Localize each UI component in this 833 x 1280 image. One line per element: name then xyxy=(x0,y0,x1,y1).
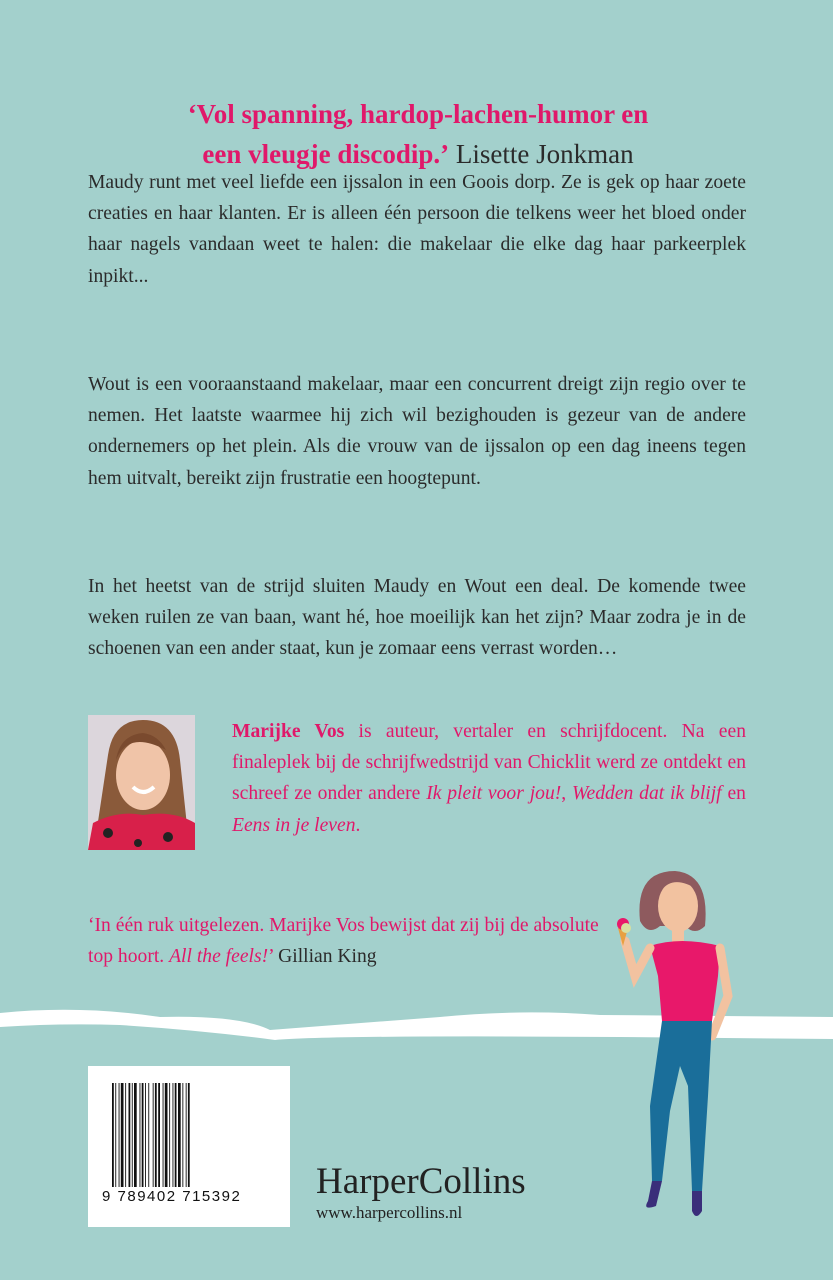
quote-italic: All the feels! xyxy=(169,946,269,968)
author-name: Marijke Vos xyxy=(232,721,345,742)
barcode xyxy=(88,1066,290,1227)
quote-line-2: een vleugje discodip.’ xyxy=(202,139,450,169)
blurb-paragraph-1: Maudy runt met veel liefde een ijssalon in een Goois dorp. Ze is gek op haar zoete creaties en haar klanten. Er is alleen één persoon die telkens weer het bloed onder haar nagels vandaan weet te halen: die makelaar die elke dag haar parkeerplek inpikt... xyxy=(88,172,746,287)
bottom-quote xyxy=(88,910,608,972)
woman-illustration xyxy=(600,866,750,1236)
bio-sep: , xyxy=(561,783,573,805)
book-title-2: Wedden dat ik blijf xyxy=(572,783,722,805)
quote-text: ‘In één ruk uitgelezen. Marijke Vos bewijst dat zij bij de absolute top hoort. xyxy=(88,915,599,968)
isbn-number: 9 789402 715392 xyxy=(102,1188,242,1205)
quote-attribution: Gillian King xyxy=(278,946,377,968)
author-bio xyxy=(232,716,746,841)
bio-sep: en xyxy=(721,783,746,805)
book-title-3: Eens in je leven xyxy=(232,814,356,836)
top-quote xyxy=(88,94,748,174)
bio-text: is auteur, vertaler en schrijfdocent. Na een finaleplek bij de schrijfwedstrijd van Chicklit werd ze ontdekt en schreef ze onder andere xyxy=(232,721,746,805)
publisher-url[interactable]: www.harpercollins.nl xyxy=(316,1203,463,1222)
quote-line-1: ‘Vol spanning, hardop-lachen-humor en xyxy=(187,99,649,129)
quote-attribution: Lisette Jonkman xyxy=(455,139,634,169)
blurb-paragraph-3: In het heetst van de strijd sluiten Maudy en Wout een deal. De komende twee weken ruilen ze van baan, want hé, hoe moeilijk kan het zijn? Maar zodra je in de schoenen van een ander staat, kun je zomaar eens verrast worden… xyxy=(88,576,746,660)
barcode-bars xyxy=(112,1083,216,1187)
book-title-1: Ik pleit voor jou! xyxy=(426,783,562,805)
blurb-paragraph-2: Wout is een vooraanstaand makelaar, maar een concurrent dreigt zijn regio over te nemen. Het laatste waarmee hij zich wil bezighouden is gezeur van de andere ondernemers op het plein. Als die vrouw van de ijssalon op een dag ineens tegen hem uitvalt, bereikt zijn frustratie een hoogtepunt. xyxy=(88,374,746,489)
publisher-logo: HarperCollins xyxy=(316,1161,526,1202)
author-photo xyxy=(88,715,195,850)
quote-close: ’ xyxy=(268,946,279,968)
bio-end: . xyxy=(355,814,361,836)
